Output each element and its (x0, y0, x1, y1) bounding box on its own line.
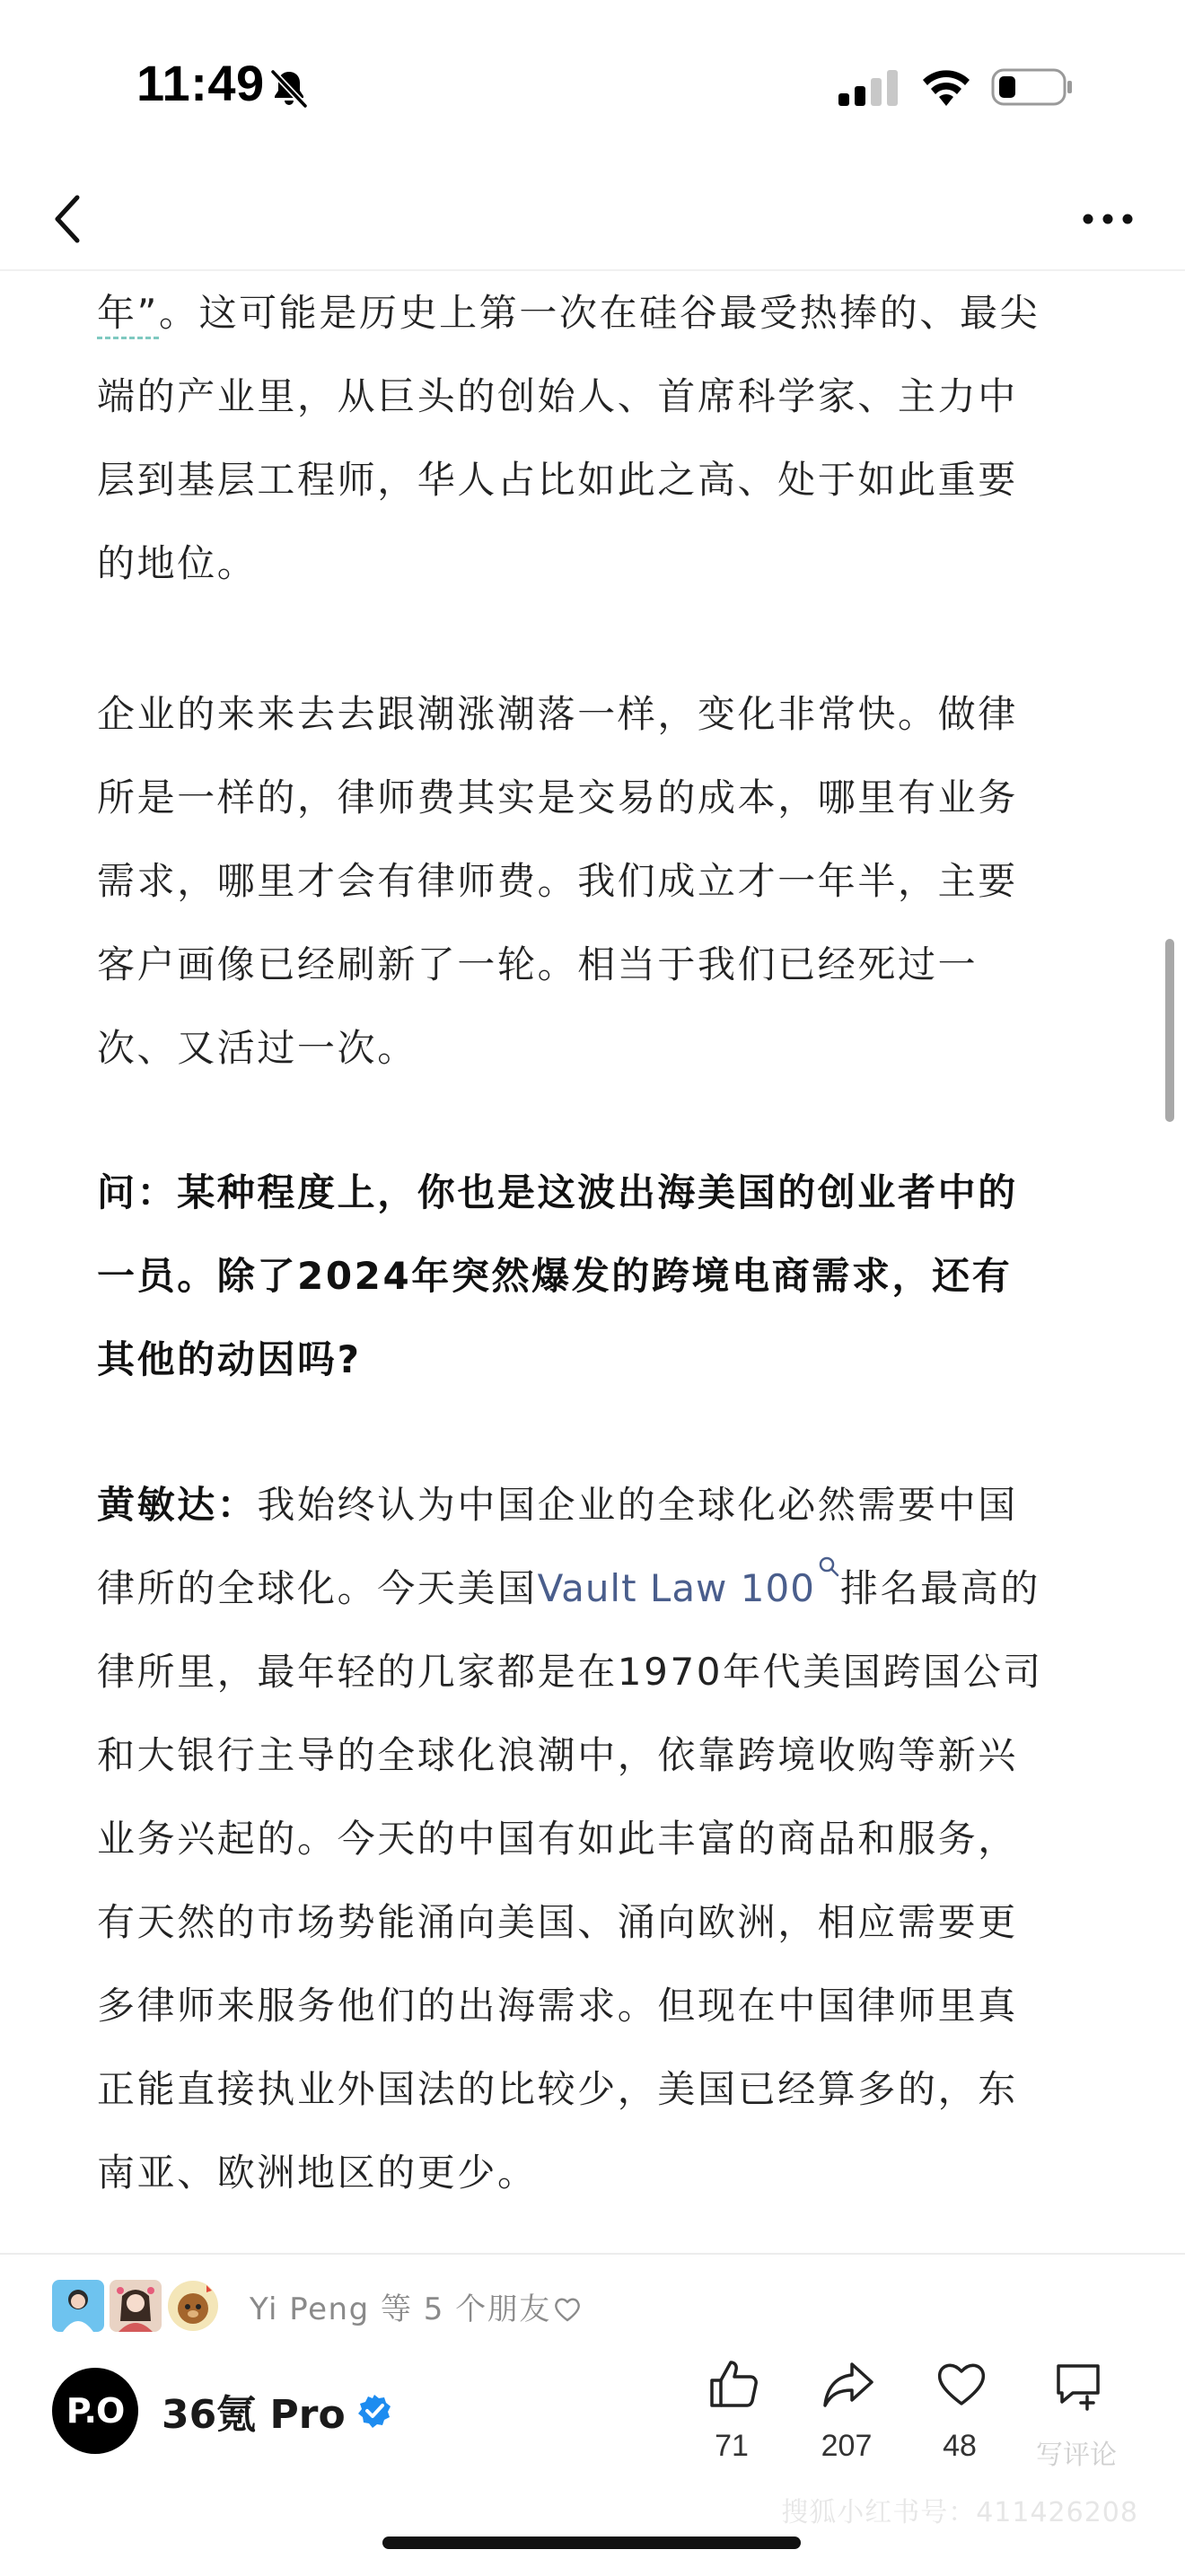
like-button[interactable] (682, 2357, 781, 2501)
text-line: 和大银行主导的全球化浪潮中，依靠跨境收购等新兴 (97, 1733, 1018, 1777)
text-segment: 。这可能是历史上第一次在硅谷最受热捧的、最尖 (158, 291, 1040, 335)
article-body (97, 271, 1088, 2246)
comment-button[interactable] (1027, 2357, 1126, 2501)
text-line: 正能直接执业外国法的比较少，美国已经算多的，东 (97, 2067, 1018, 2111)
text-line: 有天然的市场势能涌向美国、涌向欧洲，相应需要更 (97, 1900, 1018, 1944)
account-name: 36氪 Pro (162, 2392, 346, 2438)
search-keyword-link[interactable] (538, 1566, 840, 1610)
text-line: 律所里，最年轻的几家都是在1970年代美国跨国公司 (97, 1650, 1043, 1694)
comment-plus-icon (1051, 2357, 1105, 2411)
bell-slash-icon (268, 66, 311, 110)
text-line: 其他的动因吗? (97, 1337, 362, 1381)
more-button[interactable] (1072, 183, 1144, 255)
avatar (52, 2280, 104, 2332)
text-line: 一员。除了2024年突然爆发的跨境电商需求，还有 (97, 1254, 1013, 1298)
text-line: 问：某种程度上，你也是这波出海美国的创业者中的 (97, 1170, 1018, 1214)
text-segment: 排名最高的 (839, 1566, 1040, 1610)
paragraph (97, 271, 1040, 605)
heart-icon (935, 2357, 988, 2411)
underlined-term[interactable]: 年” (97, 291, 159, 339)
like-count: 71 (715, 2429, 749, 2463)
question-paragraph (97, 1151, 1018, 1401)
chevron-left-icon (50, 192, 86, 246)
text-line: 次、又活过一次。 (97, 1026, 417, 1070)
search-icon (817, 1555, 840, 1578)
text-line: 层到基层工程师，华人占比如此之高、处于如此重要 (97, 458, 1018, 502)
friends-liked-text (250, 2284, 582, 2328)
comment-label: 写评论 (1036, 2440, 1117, 2470)
text-line: 端的产业里，从巨头的创始人、首席科学家、主力中 (97, 374, 1018, 418)
account-avatar: P.O (52, 2368, 138, 2454)
search-keyword-text: Vault Law 100 (537, 1566, 815, 1610)
paragraph (97, 672, 1018, 1090)
favorite-button[interactable] (910, 2357, 1009, 2501)
status-bar (0, 0, 1185, 171)
signal-icon (838, 68, 900, 108)
avatar (167, 2280, 219, 2332)
text-line: 南亚、欧洲地区的更少。 (97, 2151, 538, 2195)
text-segment: 律所的全球化。今天美国 (97, 1566, 538, 1610)
avatar (110, 2280, 162, 2332)
nav-bar (0, 171, 1185, 271)
account-info[interactable] (52, 2366, 392, 2456)
battery-icon (991, 66, 1074, 108)
text-line: 客户画像已经刷新了一轮。相当于我们已经死过一 (97, 942, 979, 986)
wifi-icon (919, 66, 973, 108)
text-line: 多律师来服务他们的出海需求。但现在中国律师里真 (97, 1984, 1018, 2028)
answer-paragraph (97, 1463, 1043, 2214)
text-line: 企业的来来去去跟潮涨潮落一样，变化非常快。做律 (97, 692, 1018, 736)
bottom-bar (0, 2253, 1185, 2576)
text-line (97, 1546, 1043, 1630)
speaker-name: 黄敏达： (97, 1483, 258, 1527)
share-button[interactable] (797, 2357, 896, 2501)
friends-liked-label: Yi Peng 等 5 个朋友 (250, 2291, 551, 2327)
share-arrow-icon (821, 2357, 875, 2411)
share-count: 207 (821, 2429, 873, 2463)
heart-icon (553, 2296, 582, 2323)
text-line: 业务兴起的。今天的中国有如此丰富的商品和服务， (97, 1817, 1018, 1861)
more-dots-icon (1081, 212, 1135, 226)
text-line (97, 271, 1040, 355)
text-line: 所是一样的，律师费其实是交易的成本，哪里有业务 (97, 775, 1018, 819)
verified-badge-icon (356, 2393, 392, 2429)
text-segment: 我始终认为中国企业的全球化必然需要中国 (257, 1483, 1018, 1527)
text-line: 需求，哪里才会有律师费。我们成立才一年半，主要 (97, 859, 1018, 903)
home-indicator[interactable] (382, 2537, 801, 2549)
back-button[interactable] (32, 183, 104, 255)
watermark: 搜狐小红书号：411426208 (781, 2497, 1138, 2528)
thumbs-up-icon (707, 2357, 760, 2411)
friends-liked-row[interactable] (52, 2274, 582, 2337)
scrollbar[interactable] (1165, 939, 1174, 1122)
status-time: 11:49 (136, 55, 265, 111)
text-line: 的地位。 (97, 541, 258, 585)
favorite-count: 48 (943, 2429, 977, 2463)
text-line (97, 1463, 1043, 1546)
